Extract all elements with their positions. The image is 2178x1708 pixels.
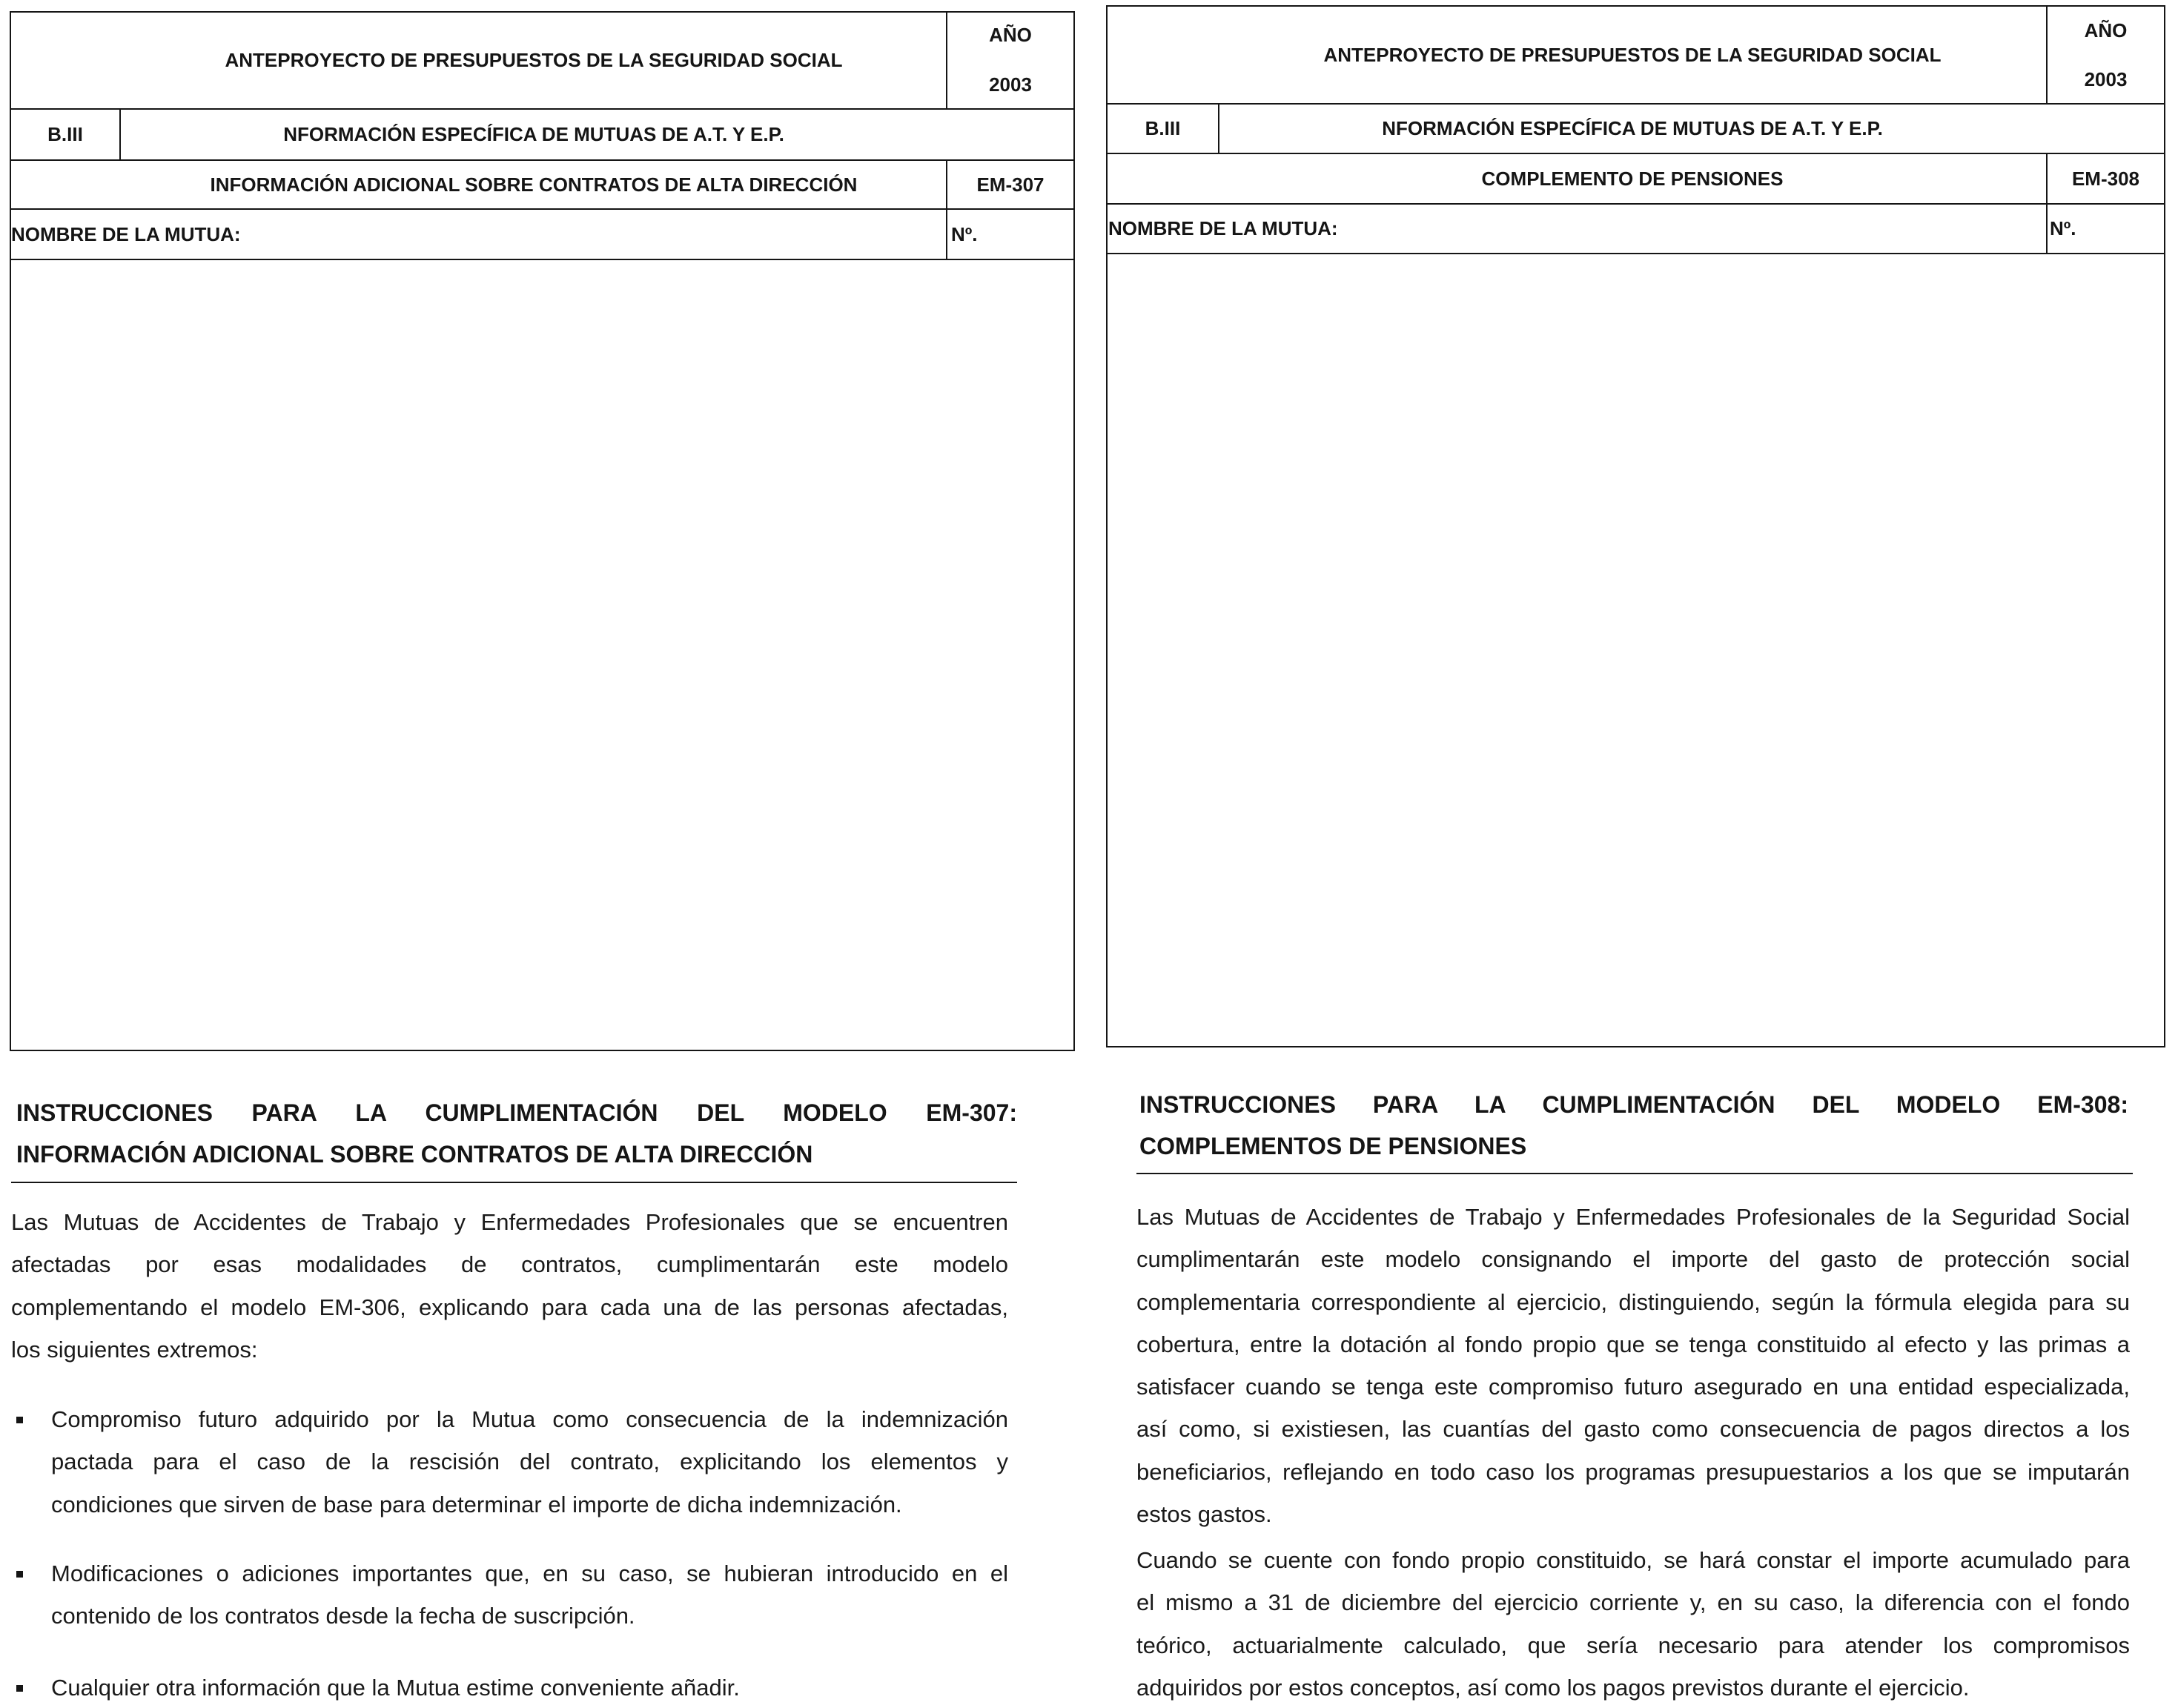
mutua-number-label: Nº. (2050, 217, 2076, 239)
year-value: 2003 (989, 73, 1032, 96)
bullet-icon (16, 1571, 23, 1578)
text-line: Cualquier otra información que la Mutua estime conveniente añadir. (51, 1675, 740, 1701)
form-title: COMPLEMENTO DE PENSIONES (1481, 167, 1784, 190)
text-line: Las Mutuas de Accidentes de Trabajo y Enfermedades Profesionales de la Seguridad Social (1136, 1204, 2130, 1230)
text-line: complementando el modelo EM-306, explicando para cada una de las personas afectadas, (11, 1294, 1008, 1320)
year-value: 2003 (2084, 67, 2128, 90)
instructions-em-308-heading (1139, 1084, 2128, 1167)
mutua-name-label: NOMBRE DE LA MUTUA: (11, 222, 241, 245)
form-em-307 (10, 11, 1075, 1051)
bullet-item (11, 1669, 1008, 1707)
instructions-em-307-intro (11, 1204, 1008, 1368)
header-title: ANTEPROYECTO DE PRESUPUESTOS DE LA SEGURIDAD SOCIAL (225, 49, 843, 71)
text-line: teórico, actuarialmente calculado, que sería necesario para atender los compromisos (1136, 1632, 2130, 1658)
text-line: condiciones que sirven de base para determinar el importe de dicha indemnización. (51, 1491, 902, 1517)
heading-underline (11, 1182, 1017, 1183)
form-body-area (11, 260, 1073, 1050)
bullet-item (11, 1555, 1008, 1635)
form-code: EM-308 (2071, 167, 2140, 190)
text-line: Las Mutuas de Accidentes de Trabajo y Enfermedades Profesionales que se encuentren (11, 1209, 1008, 1235)
mutua-name-label: NOMBRE DE LA MUTUA: (1108, 217, 1338, 239)
heading-line: INSTRUCCIONES PARA LA CUMPLIMENTACIÓN DEL MODELO EM-308: (1139, 1091, 2128, 1118)
text-line: así como, si existiesen, las cuantías del gasto como consecuencia de pagos directos a los (1136, 1416, 2130, 1443)
instructions-em-307-heading (16, 1092, 1017, 1175)
section-title: NFORMACIÓN ESPECÍFICA DE MUTUAS DE A.T. Y E.P. (283, 123, 784, 145)
instructions-em-308-paragraph (1136, 1199, 2130, 1533)
section-code: B.III (47, 123, 83, 145)
bullet-icon (16, 1417, 23, 1423)
text-line: cobertura, entre la dotación al fondo propio que se tenga constituido al efecto y las primas a (1136, 1331, 2130, 1357)
text-line: satisfacer cuando se tenga este compromiso futuro asegurado en una entidad especializada, (1136, 1374, 2130, 1400)
mutua-number-label: Nº. (951, 222, 978, 245)
text-line: Compromiso futuro adquirido por la Mutua como consecuencia de la indemnización (51, 1406, 1008, 1432)
form-code: EM-307 (976, 173, 1045, 196)
instructions-em-308-paragraph (1136, 1542, 2130, 1707)
text-line: Modificaciones o adiciones importantes que, en su caso, se hubieran introducido en el (51, 1560, 1008, 1586)
bullet-icon (16, 1685, 23, 1692)
bullet-text (51, 1401, 1008, 1523)
text-line: Cuando se cuente con fondo propio constituido, se hará constar el importe acumulado para (1136, 1547, 2130, 1573)
header-title: ANTEPROYECTO DE PRESUPUESTOS DE LA SEGURIDAD SOCIAL (1323, 43, 1942, 66)
heading-line: INSTRUCCIONES PARA LA CUMPLIMENTACIÓN DEL MODELO EM-307: (16, 1099, 1017, 1126)
text-line: complementaria correspondiente al ejercicio, distinguiendo, según la fórmula elegida para su (1136, 1288, 2130, 1315)
section-title: NFORMACIÓN ESPECÍFICA DE MUTUAS DE A.T. Y E.P. (1382, 117, 1883, 139)
text-line: estos gastos. (1136, 1501, 1272, 1528)
form-body-area (1108, 254, 2164, 1046)
text-line: contenido de los contratos desde la fecha de suscripción. (51, 1603, 635, 1629)
heading-line: INFORMACIÓN ADICIONAL SOBRE CONTRATOS DE ALTA DIRECCIÓN (16, 1141, 813, 1168)
form-title: INFORMACIÓN ADICIONAL SOBRE CONTRATOS DE ALTA DIRECCIÓN (210, 173, 858, 196)
heading-underline (1136, 1173, 2133, 1174)
text-line: cumplimentarán este modelo consignando el importe del gasto de protección social (1136, 1246, 2130, 1273)
text-line: el mismo a 31 de diciembre del ejercicio corriente y, en su caso, la diferencia con el fondo (1136, 1589, 2130, 1616)
text-line: afectadas por esas modalidades de contratos, cumplimentarán este modelo (11, 1251, 1008, 1278)
text-line: beneficiarios, reflejando en todo caso los programas presupuestarios a los que se imputarán (1136, 1458, 2130, 1485)
section-code: B.III (1145, 117, 1181, 139)
heading-line: COMPLEMENTOS DE PENSIONES (1139, 1133, 1527, 1159)
year-label: AÑO (989, 23, 1032, 46)
form-em-308 (1106, 5, 2165, 1047)
text-line: pactada para el caso de la rescisión del contrato, explicitando los elementos y (51, 1449, 1008, 1475)
year-label: AÑO (2084, 19, 2128, 42)
text-line: los siguientes extremos: (11, 1336, 258, 1363)
text-line: adquiridos por estos conceptos, así como los pagos previstos durante el ejercicio. (1136, 1674, 1970, 1701)
bullet-text (51, 1669, 1008, 1707)
bullet-item (11, 1401, 1008, 1523)
bullet-text (51, 1555, 1008, 1635)
